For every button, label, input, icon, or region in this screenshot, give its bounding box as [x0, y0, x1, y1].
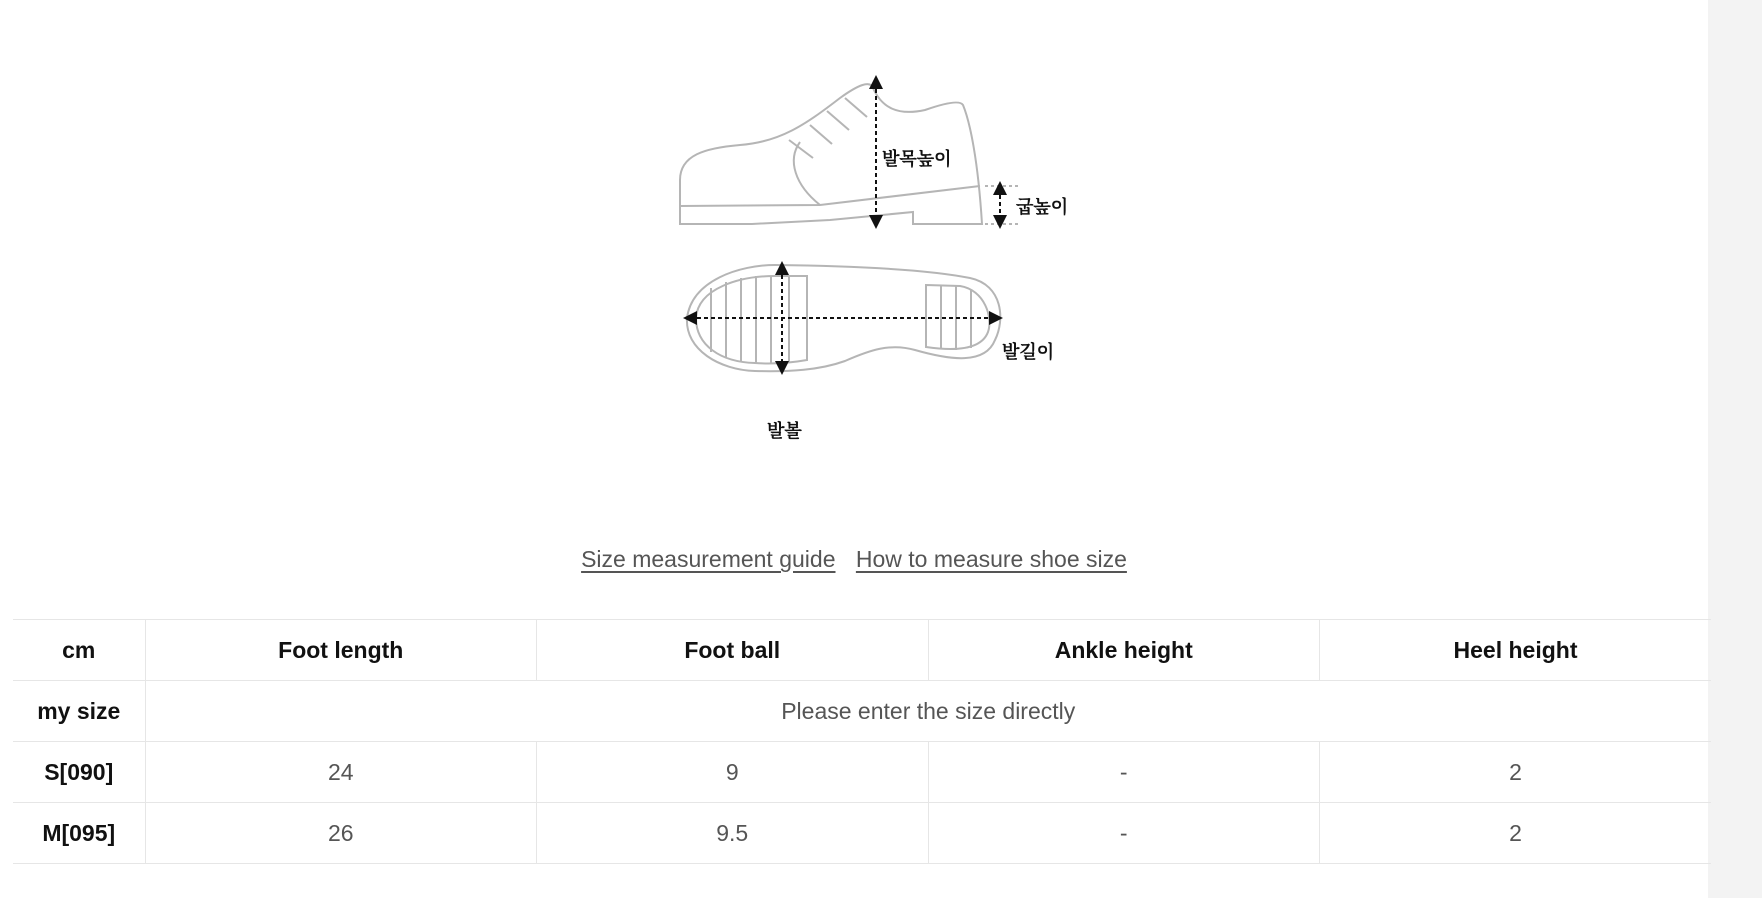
ankle-height-value: - — [928, 742, 1320, 803]
size-measurement-guide-link[interactable]: Size measurement guide — [581, 546, 836, 572]
foot-length-value: 24 — [145, 742, 537, 803]
shoe-measurement-diagram — [660, 70, 1120, 460]
guide-links — [0, 546, 1708, 573]
my-size-label: my size — [13, 681, 145, 742]
header-heel-height: Heel height — [1320, 620, 1712, 681]
header-foot-ball: Foot ball — [537, 620, 929, 681]
foot-ball-value: 9 — [537, 742, 929, 803]
how-to-measure-link[interactable]: How to measure shoe size — [855, 546, 1127, 572]
header-ankle-height: Ankle height — [928, 620, 1320, 681]
heel-height-value: 2 — [1320, 803, 1712, 864]
foot-length-label: 발길이 — [1002, 342, 1055, 363]
ankle-height-label: 발목높이 — [882, 149, 952, 170]
header-cm: cm — [13, 620, 145, 681]
table-row — [13, 742, 1711, 803]
table-header-row — [13, 620, 1711, 681]
size-label: M[095] — [13, 803, 145, 864]
heel-height-label: 굽높이 — [1016, 197, 1069, 218]
shoe-diagram-svg — [660, 70, 1120, 460]
foot-ball-value: 9.5 — [537, 803, 929, 864]
foot-ball-label: 발볼 — [767, 421, 802, 442]
heel-height-value: 2 — [1320, 742, 1712, 803]
size-table — [13, 619, 1711, 864]
ankle-height-value: - — [928, 803, 1320, 864]
scrollbar-track[interactable] — [1708, 0, 1762, 898]
foot-length-value: 26 — [145, 803, 537, 864]
header-foot-length: Foot length — [145, 620, 537, 681]
table-row — [13, 803, 1711, 864]
my-size-row — [13, 681, 1711, 742]
size-label: S[090] — [13, 742, 145, 803]
shoe-side-view — [680, 84, 1018, 224]
my-size-input-cell[interactable]: Please enter the size directly — [145, 681, 1711, 742]
